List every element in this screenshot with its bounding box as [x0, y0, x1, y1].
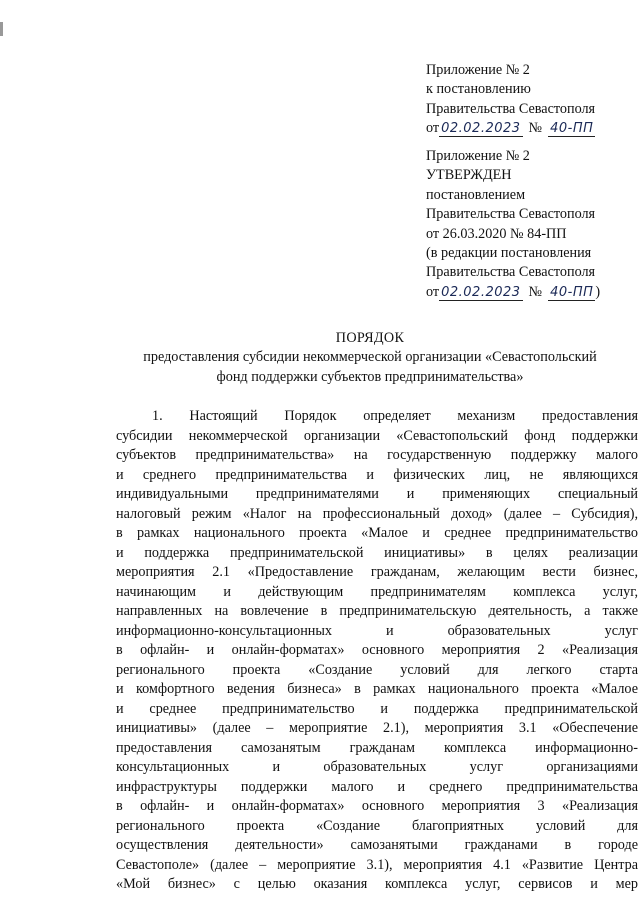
body-line: в офлайн- и онлайн-форматах» основного мероприятия 3 «Реализация: [116, 798, 638, 814]
approval-1-line-3: Правительства Севастополя: [426, 100, 596, 117]
approval-1-date-prefix: от: [426, 120, 440, 137]
body-line: консультационных и образовательных услуг организациями: [116, 759, 638, 775]
body-line: регионального проекта «Создание условий для легкого старта: [116, 661, 638, 678]
document-subtitle-line-1: предоставления субсидии некоммерческой организации «Севастопольский: [143, 349, 597, 366]
document-title: ПОРЯДОК: [335, 330, 405, 346]
body-line: и среднее предпринимательство и поддержка предпринимательской: [116, 700, 638, 717]
approval-2-line-3: постановлением: [426, 186, 526, 203]
body-line: субъектов предпринимательства» на государственную поддержку малого: [116, 447, 638, 463]
body-line: информационно-консультационных и образовательных услуг: [116, 622, 638, 639]
approval-1-number-handwritten: 40-ПП: [550, 121, 594, 137]
body-line: инфраструктуры поддержки малого и среднего предпринимательства: [116, 778, 638, 795]
body-line: в рамках национального проекта «Малое и среднее предпринимательство: [116, 525, 638, 541]
approval-2-line-1: Приложение № 2: [426, 148, 530, 164]
approval-2-date-line: [426, 283, 638, 302]
body-line: индивидуальными предпринимателями и применяющих специальный: [116, 486, 638, 502]
approval-1-date-handwritten: 02.02.2023: [441, 121, 521, 137]
body-line: 1. Настоящий Порядок определяет механизм предоставления: [152, 408, 638, 424]
approval-2-date-handwritten: 02.02.2023: [441, 284, 521, 300]
body-line: налоговый режим «Налог на профессиональный доход» (далее – Субсидия),: [116, 505, 638, 522]
body-line: Севастополе» (далее – мероприятие 3.1), мероприятия 4.1 «Развитие Центра: [116, 856, 638, 873]
body-line: и комфортного ведения бизнеса» в рамках национального проекта «Малое: [116, 681, 638, 697]
approval-block-1: [426, 61, 638, 139]
approval-2-line-4: Правительства Севастополя: [426, 206, 596, 223]
approval-1-number-sign: №: [528, 120, 543, 137]
body-line: начинающим и действующим предпринимателям комплекса услуг,: [116, 583, 638, 600]
approval-2-number-sign: №: [528, 283, 543, 300]
body-line: субсидии некоммерческой организации «Севастопольский фонд поддержки: [116, 427, 638, 444]
approval-2-line-5: от 26.03.2020 № 84-ПП: [426, 225, 567, 242]
body-line: в офлайн- и онлайн-форматах» основного мероприятия 2 «Реализация: [116, 642, 638, 658]
body-line: мероприятия 2.1 «Предоставление гражданам, желающим вести бизнес,: [116, 564, 638, 580]
approval-1-line-1: Приложение № 2: [426, 62, 530, 78]
approval-2-line-2: УТВЕРЖДЕН: [426, 167, 512, 184]
body-line: и среднего предпринимательства и физических лиц, не являющихся: [116, 466, 638, 483]
body-line: регионального проекта «Создание благоприятных условий для: [116, 817, 638, 834]
approval-2-date-prefix: от: [426, 283, 440, 300]
approval-2-line-7: Правительства Севастополя: [426, 264, 596, 281]
document-body: [116, 407, 638, 895]
approval-block-2: [426, 147, 638, 302]
scan-edge-mark: [0, 22, 3, 36]
body-line: предоставления самозанятым гражданам комплекса информационно-: [116, 739, 638, 756]
body-line: и поддержка предпринимательской инициативы» в целях реализации: [116, 544, 638, 561]
document-title-block: [100, 329, 640, 387]
body-line: осуществления деятельности» самозанятыми гражданами в городе: [116, 837, 638, 853]
approval-1-line-2: к постановлению: [426, 81, 531, 98]
body-line: «Мой бизнес» с целью оказания комплекса услуг, сервисов и мер: [116, 876, 638, 892]
document-subtitle-line-2: фонд поддержки субъектов предпринимательства»: [216, 368, 524, 385]
approval-2-line-6: (в редакции постановления: [426, 245, 592, 262]
body-line: направленных на вовлечение в предпринимательскую деятельность, а также: [116, 603, 638, 619]
approval-2-number-handwritten: 40-ПП: [550, 284, 594, 300]
approval-2-closing-paren: ): [595, 283, 601, 300]
body-line: инициативы» (далее – мероприятие 2.1), мероприятия 3.1 «Обеспечение: [116, 720, 638, 736]
approval-1-date-line: [426, 119, 638, 138]
